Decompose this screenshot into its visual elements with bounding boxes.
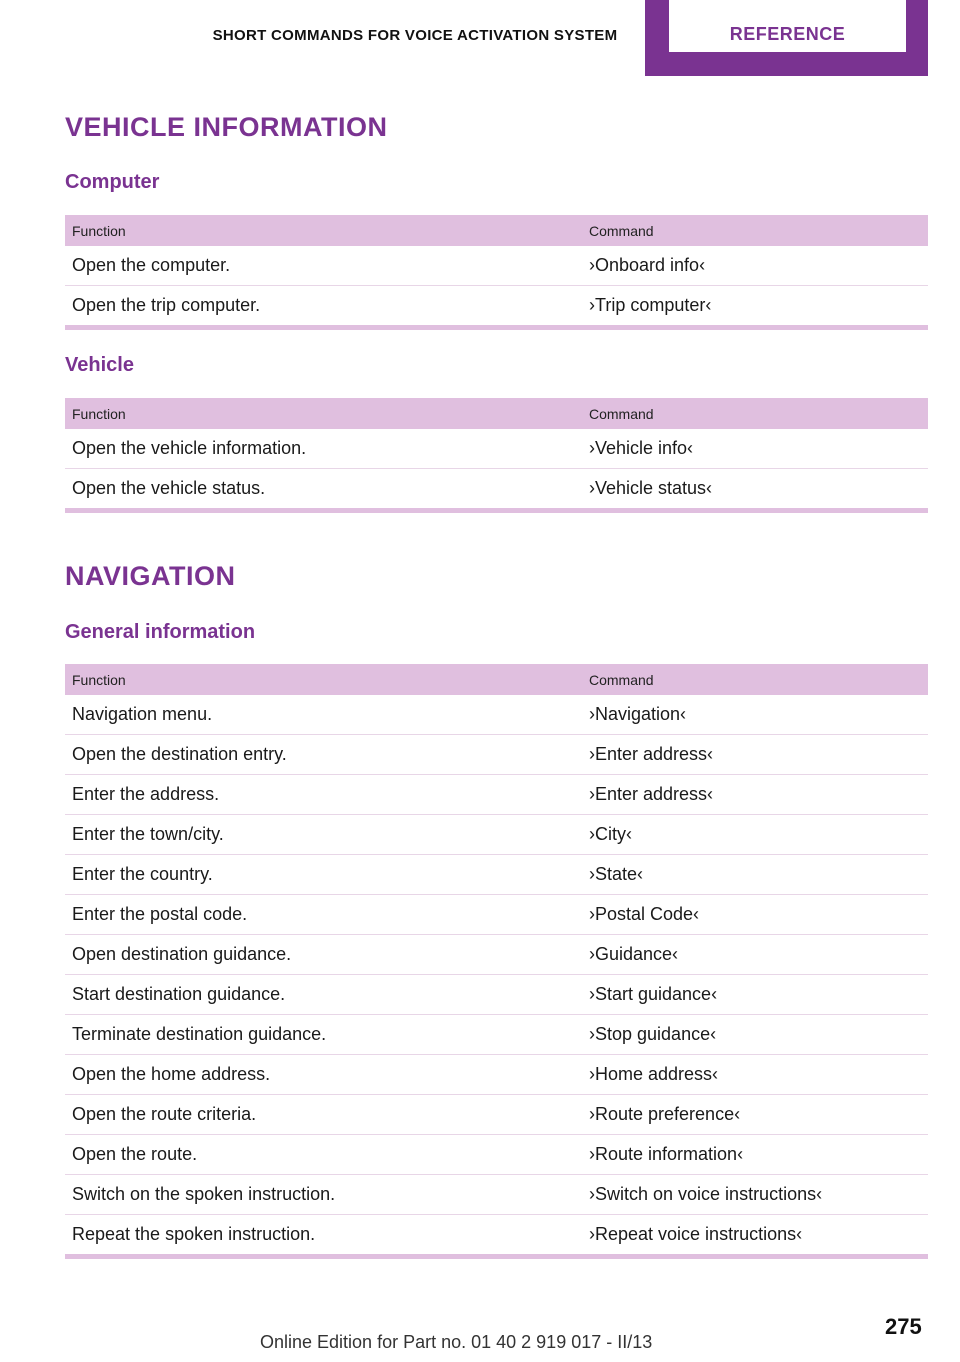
table-row (65, 775, 928, 815)
reference-tab-label: REFERENCE (669, 0, 906, 52)
function-cell: Open the computer. (65, 246, 582, 286)
subsection-title-general-information: General information (65, 621, 256, 643)
function-cell: Enter the country. (65, 855, 582, 895)
subsection-title-computer: Computer (65, 171, 160, 193)
column-header-command: Command (582, 664, 928, 695)
table-row (65, 975, 928, 1015)
table-row (65, 286, 928, 328)
function-cell: Enter the postal code. (65, 895, 582, 935)
table-row (65, 855, 928, 895)
function-cell: Enter the town/city. (65, 815, 582, 855)
command-cell: ›Stop guidance‹ (582, 1015, 928, 1055)
table-row (65, 895, 928, 935)
function-cell: Start destination guidance. (65, 975, 582, 1015)
function-cell: Open the vehicle information. (65, 429, 582, 469)
subsection-title-vehicle: Vehicle (65, 354, 134, 376)
section-title-navigation: NAVIGATION (65, 561, 236, 591)
table-row (65, 815, 928, 855)
table-header-row (65, 664, 928, 695)
section-title-vehicle-information: VEHICLE INFORMATION (65, 112, 388, 142)
table-row (65, 1095, 928, 1135)
function-cell: Open the home address. (65, 1055, 582, 1095)
command-cell: ›Enter address‹ (582, 775, 928, 815)
table-row (65, 935, 928, 975)
command-cell: ›Enter address‹ (582, 735, 928, 775)
table-row (65, 429, 928, 469)
edition-footer: Online Edition for Part no. 01 40 2 919 017 - II/13 (260, 1332, 653, 1352)
table-row (65, 1215, 928, 1257)
command-cell: ›City‹ (582, 815, 928, 855)
command-cell: ›Start guidance‹ (582, 975, 928, 1015)
function-cell: Open the destination entry. (65, 735, 582, 775)
command-cell: ›Home address‹ (582, 1055, 928, 1095)
command-cell: ›Vehicle info‹ (582, 429, 928, 469)
function-cell: Terminate destination guidance. (65, 1015, 582, 1055)
command-cell: ›Repeat voice instructions‹ (582, 1215, 928, 1257)
page-number: 275 (885, 1314, 922, 1339)
vehicle-command-table (65, 398, 928, 513)
table-row (65, 246, 928, 286)
column-header-command: Command (582, 215, 928, 246)
function-cell: Open destination guidance. (65, 935, 582, 975)
function-cell: Switch on the spoken instruction. (65, 1175, 582, 1215)
command-cell: ›Route information‹ (582, 1135, 928, 1175)
function-cell: Repeat the spoken instruction. (65, 1215, 582, 1257)
table-row (65, 695, 928, 735)
chapter-title: SHORT COMMANDS FOR VOICE ACTIVATION SYSTEM (212, 27, 618, 44)
function-cell: Open the vehicle status. (65, 469, 582, 511)
reference-tab (645, 0, 928, 76)
function-cell: Open the route criteria. (65, 1095, 582, 1135)
command-cell: ›Postal Code‹ (582, 895, 928, 935)
function-cell: Open the route. (65, 1135, 582, 1175)
table-row (65, 735, 928, 775)
table-row (65, 1015, 928, 1055)
command-cell: ›Navigation‹ (582, 695, 928, 735)
command-cell: ›Switch on voice instructions‹ (582, 1175, 928, 1215)
command-cell: ›Vehicle status‹ (582, 469, 928, 511)
command-cell: ›Trip computer‹ (582, 286, 928, 328)
table-header-row (65, 398, 928, 429)
command-cell: ›Onboard info‹ (582, 246, 928, 286)
column-header-function: Function (65, 398, 582, 429)
table-row (65, 469, 928, 511)
computer-command-table (65, 215, 928, 330)
function-cell: Navigation menu. (65, 695, 582, 735)
command-cell: ›State‹ (582, 855, 928, 895)
table-row (65, 1055, 928, 1095)
column-header-function: Function (65, 664, 582, 695)
column-header-command: Command (582, 398, 928, 429)
function-cell: Open the trip computer. (65, 286, 582, 328)
command-cell: ›Guidance‹ (582, 935, 928, 975)
column-header-function: Function (65, 215, 582, 246)
table-row (65, 1175, 928, 1215)
command-cell: ›Route preference‹ (582, 1095, 928, 1135)
function-cell: Enter the address. (65, 775, 582, 815)
navigation-command-table (65, 664, 928, 1259)
table-row (65, 1135, 928, 1175)
table-header-row (65, 215, 928, 246)
